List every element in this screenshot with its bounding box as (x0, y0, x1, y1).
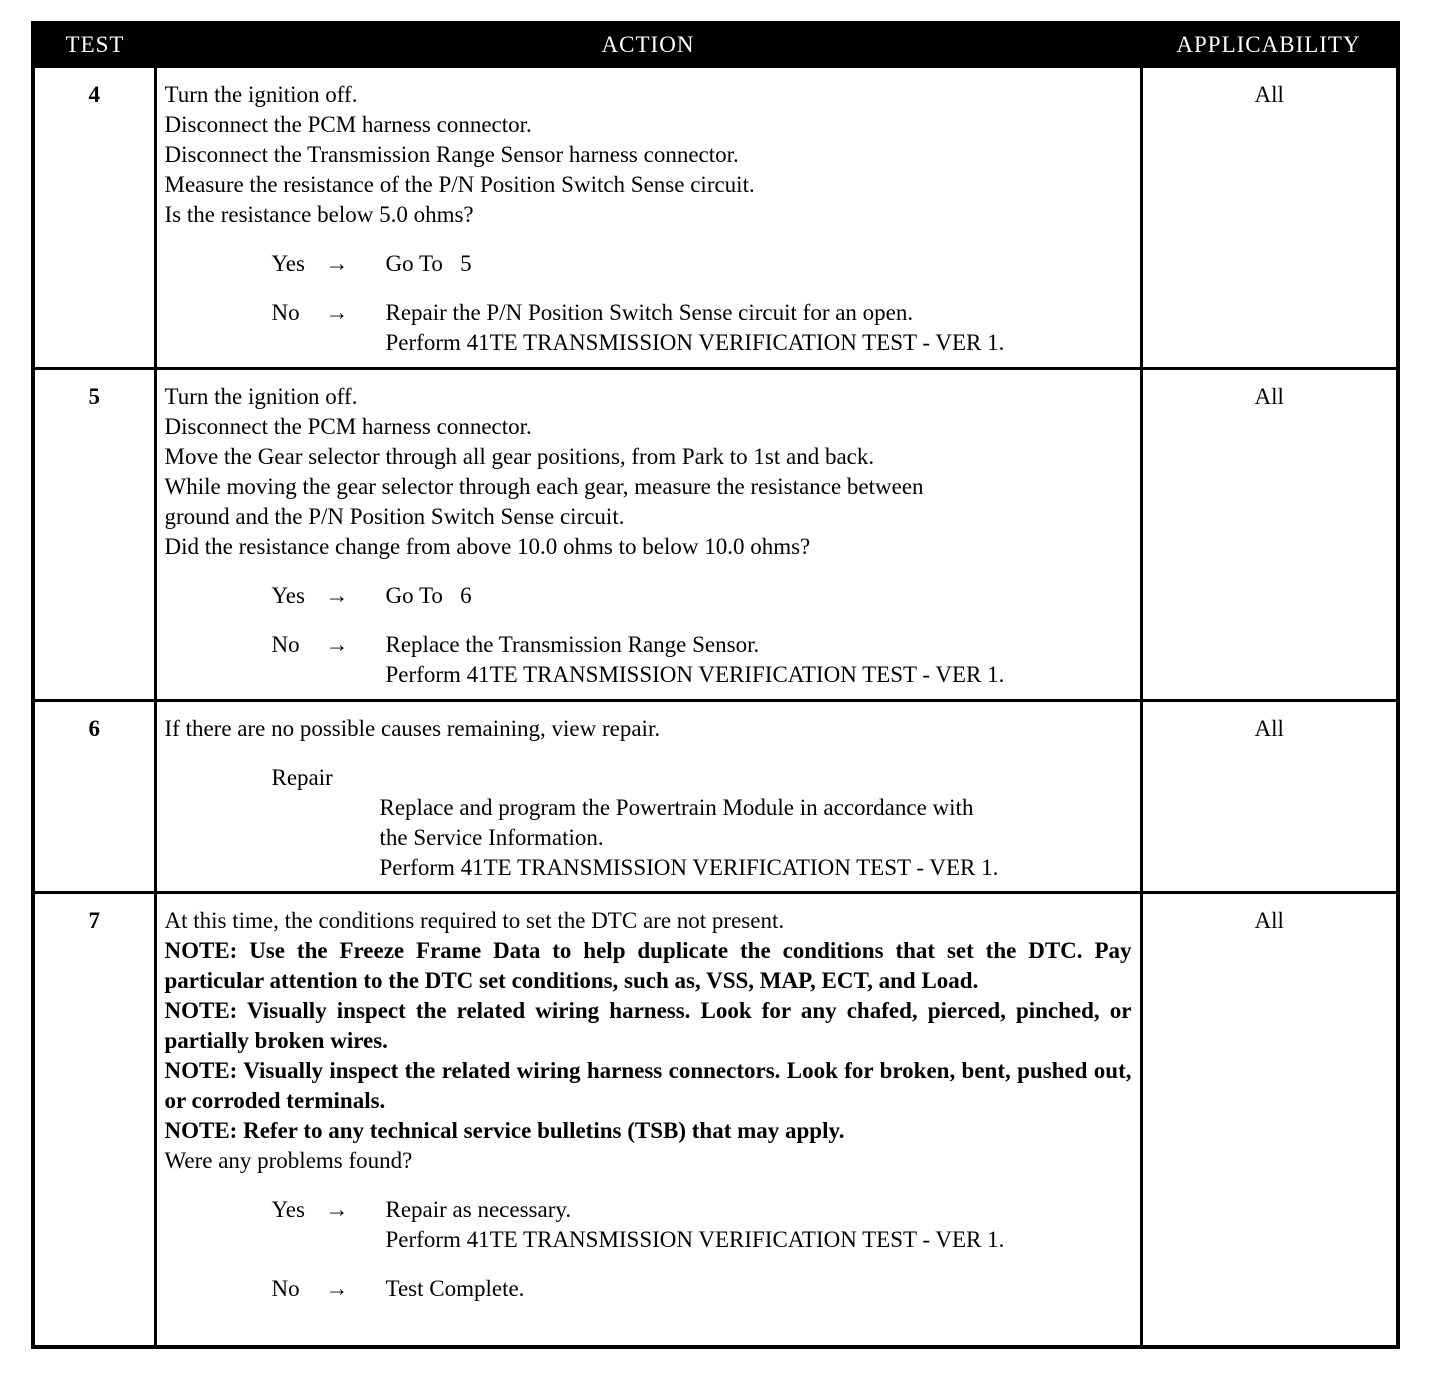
yes-branch (272, 249, 1132, 279)
no-result (386, 630, 1132, 690)
yes-label: Yes (271, 1197, 305, 1222)
arrow-icon: → (325, 1276, 349, 1301)
result-line: Go To 5 (385, 251, 472, 276)
action-cell (155, 893, 1141, 1345)
table-row (35, 701, 1396, 893)
yes-label: Yes (271, 583, 305, 608)
no-label: No (271, 1276, 300, 1301)
no-result (386, 298, 1132, 358)
result-line: Perform 41TE TRANSMISSION VERIFICATION TEST - VER 1. (385, 330, 1005, 355)
note-text: NOTE: Refer to any technical service bulletins (TSB) that may apply. (164, 1118, 845, 1143)
action-cell (155, 67, 1141, 369)
action-line: ground and the P/N Position Switch Sense circuit. (164, 504, 625, 529)
action-line: Turn the ignition off. (164, 384, 358, 409)
note-text: NOTE: Use the Freeze Frame Data to help duplicate the conditions that set the DTC. Pay particular attention to the DTC set conditions, such as, VSS, MAP, ECT, and Load. (164, 938, 1132, 993)
repair-line: the Service Information. (379, 825, 604, 850)
result-line: Perform 41TE TRANSMISSION VERIFICATION TEST - VER 1. (385, 662, 1005, 687)
action-question: Is the resistance below 5.0 ohms? (164, 202, 474, 227)
arrow-icon: → (325, 1197, 349, 1222)
note-text: NOTE: Visually inspect the related wiring harness connectors. Look for broken, bent, pushed out, or corroded terminals. (164, 1058, 1132, 1113)
yes-result (386, 249, 1132, 279)
yes-result (386, 1195, 1132, 1255)
action-cell (155, 701, 1141, 893)
repair-label: Repair (271, 765, 333, 790)
arrow-icon: → (325, 300, 349, 325)
header-test: TEST (35, 25, 155, 67)
test-number: 5 (35, 369, 155, 701)
arrow-icon: → (325, 251, 349, 276)
result-line: Repair the P/N Position Switch Sense circuit for an open. (385, 300, 914, 325)
action-line: Turn the ignition off. (164, 82, 358, 107)
test-table (35, 25, 1396, 1345)
applicability-cell: All (1141, 893, 1396, 1345)
repair-text (380, 793, 1132, 883)
result-line: Repair as necessary. (385, 1197, 572, 1222)
action-line: Disconnect the PCM harness connector. (164, 414, 532, 439)
action-line: Disconnect the Transmission Range Sensor harness connector. (164, 142, 739, 167)
no-branch (272, 1274, 1132, 1304)
no-label: No (271, 632, 300, 657)
action-line: Measure the resistance of the P/N Position Switch Sense circuit. (164, 172, 755, 197)
no-branch (272, 298, 1132, 358)
repair-line: Replace and program the Powertrain Module in accordance with (379, 795, 974, 820)
header-applicability: APPLICABILITY (1141, 25, 1396, 67)
result-line: Replace the Transmission Range Sensor. (385, 632, 760, 657)
action-question: Were any problems found? (164, 1148, 413, 1173)
result-line: Perform 41TE TRANSMISSION VERIFICATION TEST - VER 1. (385, 1227, 1005, 1252)
no-branch (272, 630, 1132, 690)
test-number: 7 (35, 893, 155, 1345)
applicability-cell: All (1141, 701, 1396, 893)
action-line: Move the Gear selector through all gear positions, from Park to 1st and back. (164, 444, 875, 469)
applicability-cell: All (1141, 369, 1396, 701)
action-line: If there are no possible causes remaining, view repair. (164, 716, 661, 741)
yes-branch (272, 581, 1132, 611)
note-text: NOTE: Visually inspect the related wiring harness. Look for any chafed, pierced, pinched, or partially broken wires. (164, 998, 1132, 1053)
arrow-icon: → (325, 632, 349, 657)
test-number: 6 (35, 701, 155, 893)
action-cell (155, 369, 1141, 701)
result-line: Test Complete. (385, 1276, 525, 1301)
result-line: Go To 6 (385, 583, 472, 608)
action-line: At this time, the conditions required to set the DTC are not present. (164, 908, 785, 933)
diagnostic-test-table (31, 21, 1400, 1349)
table-row (35, 67, 1396, 369)
yes-branch (272, 1195, 1132, 1255)
test-number: 4 (35, 67, 155, 369)
no-label: No (271, 300, 300, 325)
table-row (35, 369, 1396, 701)
header-row (35, 25, 1396, 67)
header-action: ACTION (155, 25, 1141, 67)
repair-line: Perform 41TE TRANSMISSION VERIFICATION TEST - VER 1. (379, 855, 999, 880)
no-result (386, 1274, 1132, 1304)
yes-label: Yes (271, 251, 305, 276)
arrow-icon: → (325, 583, 349, 608)
action-question: Did the resistance change from above 10.0 ohms to below 10.0 ohms? (164, 534, 811, 559)
action-line: While moving the gear selector through each gear, measure the resistance between (164, 474, 924, 499)
table-row (35, 893, 1396, 1345)
yes-result (386, 581, 1132, 611)
action-line: Disconnect the PCM harness connector. (164, 112, 532, 137)
applicability-cell: All (1141, 67, 1396, 369)
